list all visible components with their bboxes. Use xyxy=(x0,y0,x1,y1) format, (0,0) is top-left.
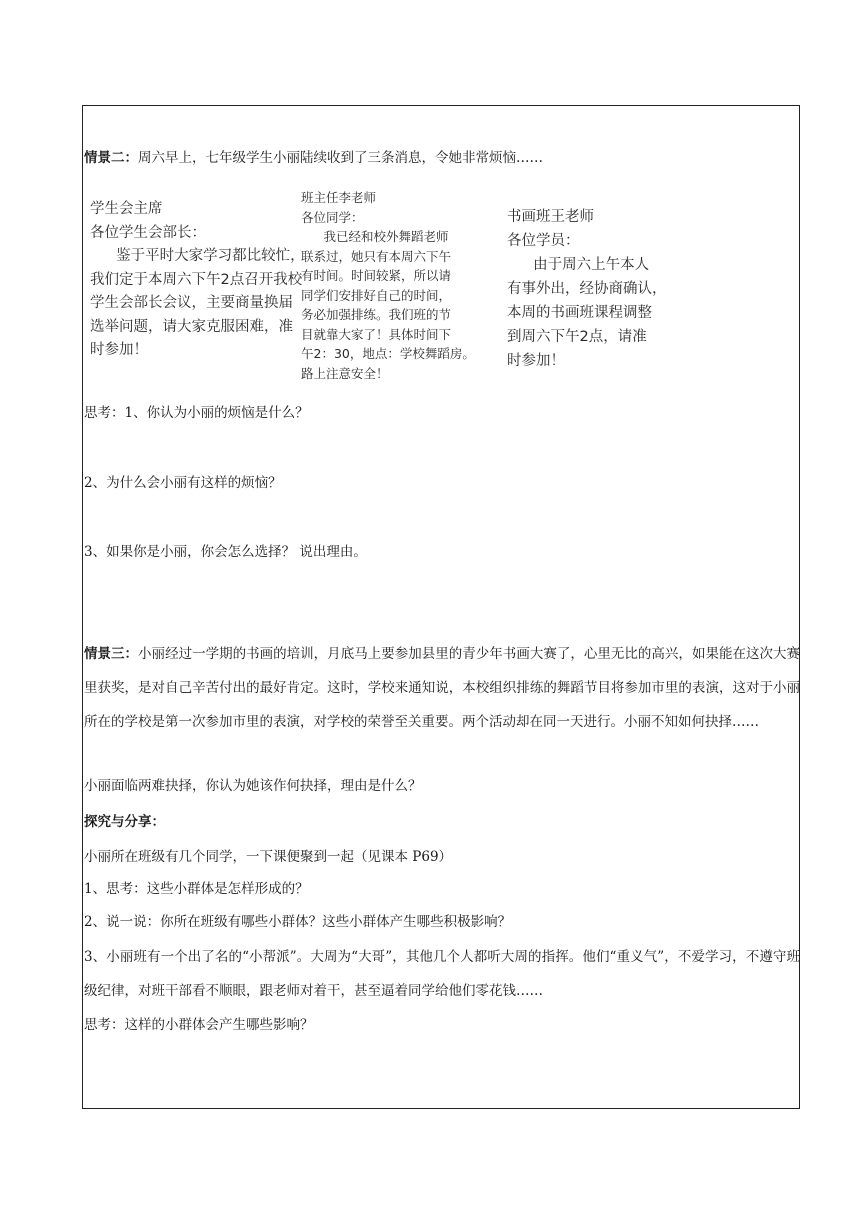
notice-line: 本周的书画班课程调整 xyxy=(507,305,652,321)
notice-line: 午2：30，地点：学校舞蹈房。 xyxy=(301,346,475,361)
notice-student-council xyxy=(90,198,305,363)
explore-question-1: 1、思考：这些小群体是怎样形成的？ xyxy=(84,881,309,897)
notice-line: 时参加！ xyxy=(90,342,148,358)
notice-line: 我们定于本周六下午2点召开我校 xyxy=(90,271,303,288)
notice-head-teacher xyxy=(301,188,475,383)
notice-line: 鉴于平时大家学习都比较忙， xyxy=(116,248,305,264)
notice-line: 我已经和校外舞蹈老师 xyxy=(323,229,449,244)
notice-line: 有时间。时间较紧，所以请 xyxy=(301,268,452,283)
notice-line: 路上注意安全！ xyxy=(301,365,389,381)
explore-intro: 小丽所在班级有几个同学，一下课便聚到一起（见课本 P69） xyxy=(84,849,453,865)
notice-line: 选举问题，请大家克服困难，准 xyxy=(90,318,293,335)
think-question-1: 思考：1、你认为小丽的烦恼是什么？ xyxy=(84,405,309,421)
notice-line: 各位学生会部长： xyxy=(90,224,206,241)
scene3-paragraph xyxy=(84,637,800,739)
notice-line: 务必加强排练。我们班的节 xyxy=(301,307,452,322)
explore-question-3: 3、小丽班有一个出了名的“小帮派”。大周为“大哥”，其他几个人都听大周的指挥。他们“重义气”，不爱学习，不遵守班级纪律，对班干部看不顺眼，跟老师对着干，甚至逼着同学给他们零花钱…… xyxy=(84,949,800,999)
notice-line: 有事外出，经协商确认， xyxy=(507,281,667,297)
notice-line: 学生会部长会议，主要商量换届 xyxy=(90,295,293,311)
notice-calligraphy-teacher xyxy=(507,205,667,373)
explore-question-2: 2、说一说：你所在班级有哪些小群体？这些小群体产生哪些积极影响？ xyxy=(84,914,512,930)
scene3-text: 小丽经过一学期的书画的培训，月底马上要参加县里的青少年书画大赛了，心里无比的高兴，如果能在这次大赛里获奖，是对自己辛苦付出的最好肯定。这时，学校来通知说，本校组织排练的舞蹈节目将参加市里的表演，这对于小丽所在的学校是第一次参加市里的表演，对学校的荣誉至关重要。两个活动却在同一天进行。小丽不知如何抉择…… xyxy=(84,646,801,730)
notice-line: 各位同学： xyxy=(301,209,364,225)
notice-line: 目就靠大家了！具体时间下 xyxy=(301,326,452,342)
notice-line: 联系过，她只有本周六下午 xyxy=(301,248,452,264)
scene2-paragraph xyxy=(84,149,543,167)
think-question-3: 3、如果你是小丽，你会怎么选择？ 说出理由。 xyxy=(84,544,367,560)
notice-line: 时参加！ xyxy=(507,353,565,369)
notice-line: 到周六下午2点，请准 xyxy=(507,329,647,345)
notice-line: 班主任李老师 xyxy=(301,190,377,205)
scene3-question: 小丽面临两难抉择，你认为她该作何抉择，理由是什么？ xyxy=(84,778,422,794)
scene2-title: 情景二： xyxy=(84,150,138,166)
notice-line: 各位学员： xyxy=(507,233,580,249)
notice-line: 同学们安排好自己的时间， xyxy=(301,287,452,303)
notice-line: 书画班王老师 xyxy=(507,209,594,225)
explore-title: 探究与分享： xyxy=(84,814,165,830)
notice-line: 学生会主席 xyxy=(90,201,163,217)
notice-line: 由于周六上午本人 xyxy=(533,257,650,273)
explore-question-4: 思考：这样的小群体会产生哪些影响？ xyxy=(84,1017,314,1033)
think-question-2: 2、为什么会小丽有这样的烦恼？ xyxy=(84,475,282,491)
scene2-text: 周六早上，七年级学生小丽陆续收到了三条消息，令她非常烦恼…… xyxy=(138,150,543,166)
scene3-title: 情景三： xyxy=(84,646,139,662)
